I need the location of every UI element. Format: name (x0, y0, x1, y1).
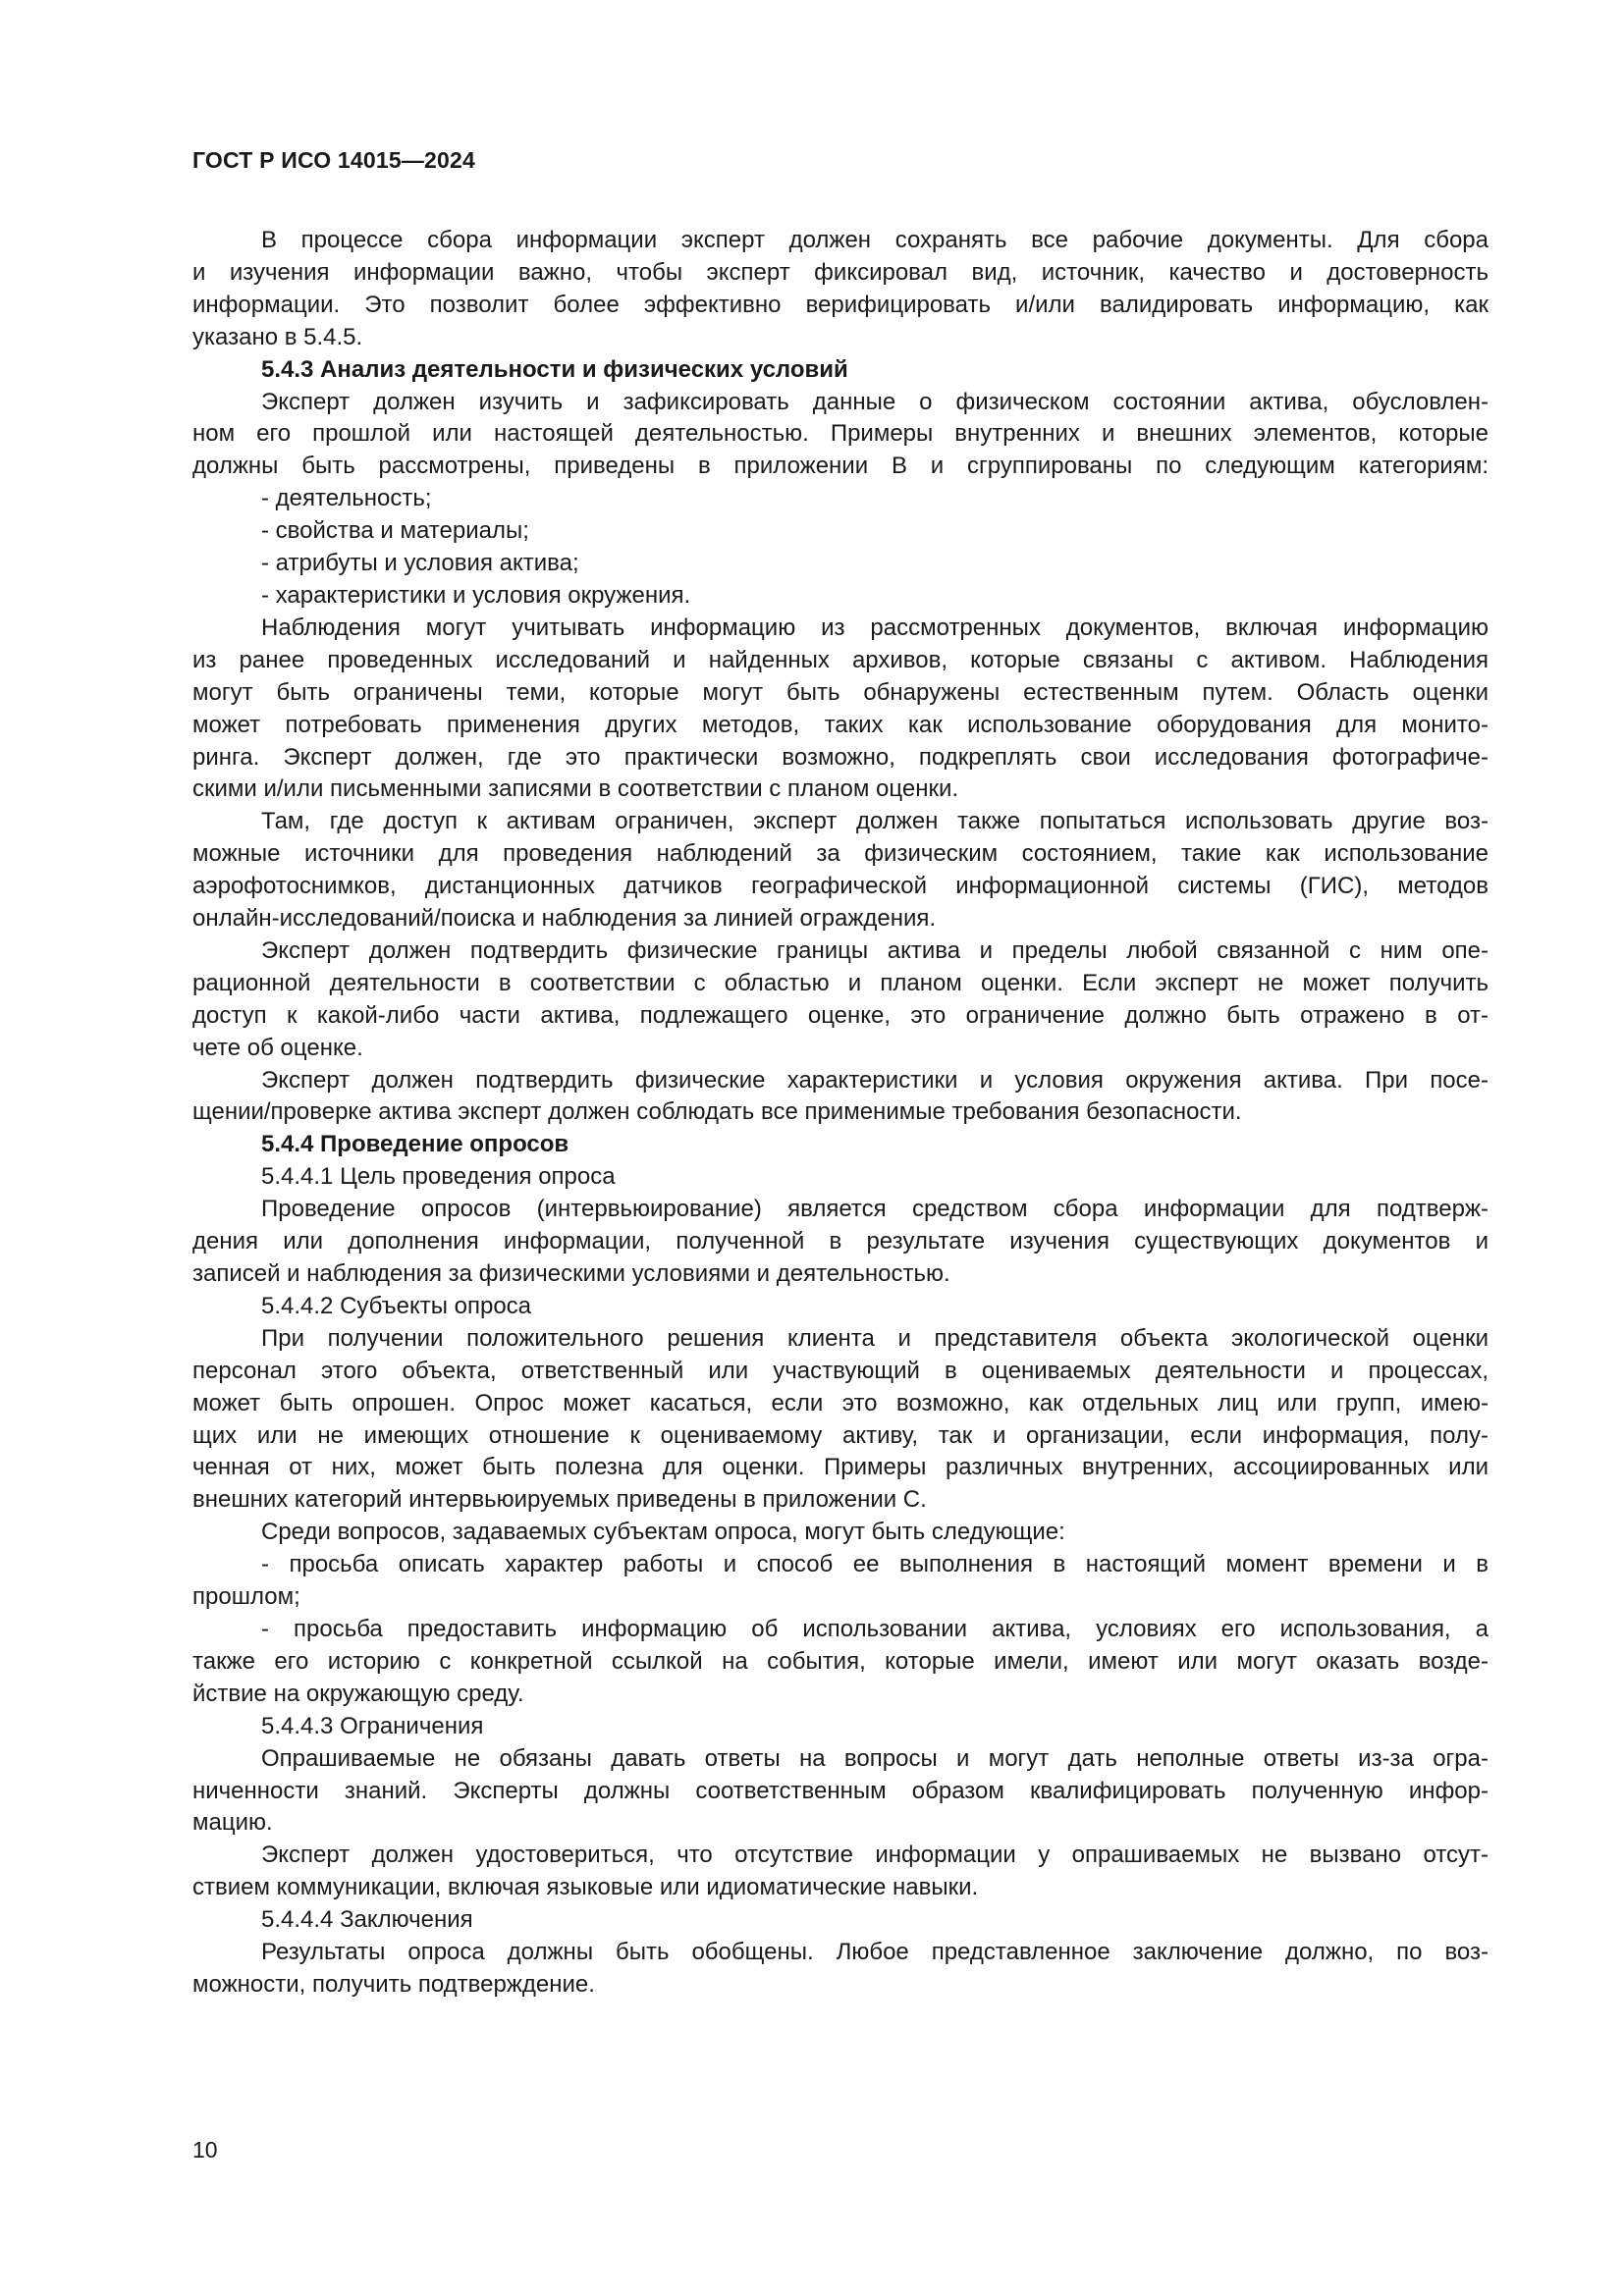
text-line: Эксперт должен удостовериться, что отсутствие информации у опрашиваемых не вызвано отсут- (261, 1842, 1489, 1869)
text-line: информации. Это позволит более эффективно верифицировать и/или валидировать информацию, как (192, 291, 1489, 318)
text-line: йствие на окружающую среду. (192, 1680, 524, 1707)
text-line: Опрашиваемые не обязаны давать ответы на вопросы и могут дать неполные ответы из-за огра- (261, 1744, 1489, 1772)
text-line: ствием коммуникации, включая языковые или идиоматические навыки. (192, 1874, 979, 1901)
text-line: доступ к какой-либо части актива, подлежащего оценке, это ограничение должно быть отражено в от- (192, 1001, 1489, 1029)
text-line: ном его прошлой или настоящей деятельностью. Примеры внутренних и внешних элементов, которые (192, 420, 1489, 448)
text-line: из ранее проведенных исследований и найденных архивов, которые связаны с активом. Наблюдения (192, 646, 1489, 673)
text-line: ниченности знаний. Эксперты должны соответственным образом квалифицировать полученную инфор- (192, 1777, 1489, 1804)
text-line: 5.4.4.4 Заключения (261, 1906, 473, 1934)
text-line: прошлом; (192, 1583, 300, 1611)
text-line: Эксперт должен подтвердить физические границы актива и пределы любой связанной с ним опе- (261, 936, 1489, 964)
text-line: 5.4.4.2 Субъекты опроса (261, 1292, 532, 1319)
text-line: чете об оценке. (192, 1034, 363, 1061)
text-line: может быть опрошен. Опрос может касаться, если это возможно, как отдельных лиц или групп, имею- (192, 1389, 1489, 1416)
text-line: - характеристики и условия окружения. (261, 581, 691, 609)
text-line: Там, где доступ к активам ограничен, эксперт должен также попытаться использовать другие воз- (261, 808, 1489, 835)
text-line: могут быть ограничены теми, которые могут быть обнаружены естественным путем. Область оценки (192, 678, 1489, 706)
text-line: 5.4.4.1 Цель проведения опроса (261, 1163, 616, 1191)
section-heading: 5.4.3 Анализ деятельности и физических условий (261, 355, 848, 383)
text-line: может потребовать применения других методов, таких как использование оборудования для монито- (192, 711, 1489, 738)
section-heading: 5.4.4 Проведение опросов (261, 1131, 569, 1158)
text-line: можности, получить подтверждение. (192, 1970, 595, 1998)
document-header: ГОСТ Р ИСО 14015—2024 (192, 147, 476, 173)
text-line: онлайн-исследований/поиска и наблюдения за линией ограждения. (192, 905, 937, 933)
text-line: Эксперт должен изучить и зафиксировать данные о физическом состоянии актива, обусловлен- (261, 388, 1489, 415)
text-line: указано в 5.4.5. (192, 323, 363, 350)
text-line: рационной деятельности в соответствии с областью и планом оценки. Если эксперт не может получить (192, 969, 1489, 996)
text-line: - атрибуты и условия актива; (261, 550, 579, 577)
text-line: - просьба предоставить информацию об использовании актива, условиях его использования, а (261, 1615, 1489, 1642)
text-line: мацию. (192, 1809, 273, 1837)
text-line: должны быть рассмотрены, приведены в приложении В и сгруппированы по следующим категориям: (192, 453, 1489, 480)
text-line: Проведение опросов (интервьюирование) является средством сбора информации для подтверж- (261, 1196, 1489, 1223)
text-line: скими и/или письменными записями в соответствии с планом оценки. (192, 775, 959, 803)
text-line: также его историю с конкретной ссылкой на события, которые имели, имеют или могут оказать возде- (192, 1647, 1489, 1675)
text-line: Среди вопросов, задаваемых субъектам опроса, могут быть следующие: (261, 1519, 1065, 1546)
text-line: - просьба описать характер работы и способ ее выполнения в настоящий момент времени и в (261, 1551, 1489, 1578)
page-number: 10 (192, 2137, 218, 2163)
document-body (192, 225, 1489, 2002)
text-line: персонал этого объекта, ответственный или участвующий в оцениваемых деятельности и процессах, (192, 1357, 1489, 1384)
text-line: Наблюдения могут учитывать информацию из рассмотренных документов, включая информацию (261, 614, 1489, 641)
text-line: можные источники для проведения наблюдений за физическим состоянием, такие как использование (192, 840, 1489, 868)
text-line: Эксперт должен подтвердить физические характеристики и условия окружения актива. При посе- (261, 1066, 1489, 1094)
text-line: ринга. Эксперт должен, где это практически возможно, подкреплять свои исследования фотографиче- (192, 743, 1489, 771)
text-line: - деятельность; (261, 485, 432, 512)
text-line: В процессе сбора информации эксперт должен сохранять все рабочие документы. Для сбора (261, 227, 1489, 253)
text-line: - свойства и материалы; (261, 517, 529, 545)
text-line: Результаты опроса должны быть обобщены. Любое представленное заключение должно, по воз- (261, 1939, 1489, 1966)
text-line: При получении положительного решения клиента и представителя объекта экологической оценки (261, 1324, 1489, 1352)
text-line: аэрофотоснимков, дистанционных датчиков географической информационной системы (ГИС), методов (192, 873, 1489, 900)
text-line: 5.4.4.3 Ограничения (261, 1712, 484, 1739)
text-line: щении/проверке актива эксперт должен соблюдать все применимые требования безопасности. (192, 1098, 1242, 1126)
text-line: щих или не имеющих отношение к оцениваемому активу, так и организации, если информация, полу- (192, 1421, 1489, 1449)
text-line: и изучения информации важно, чтобы эксперт фиксировал вид, источник, качество и достоверность (192, 258, 1489, 286)
text-line: дения или дополнения информации, полученной в результате изучения существующих документов и (192, 1228, 1489, 1255)
text-line: внешних категорий интервьюируемых приведены в приложении С. (192, 1486, 927, 1514)
text-line: записей и наблюдения за физическими условиями и деятельностью. (192, 1260, 950, 1287)
text-line: ченная от них, может быть полезна для оценки. Примеры различных внутренних, ассоциированных или (192, 1454, 1489, 1481)
